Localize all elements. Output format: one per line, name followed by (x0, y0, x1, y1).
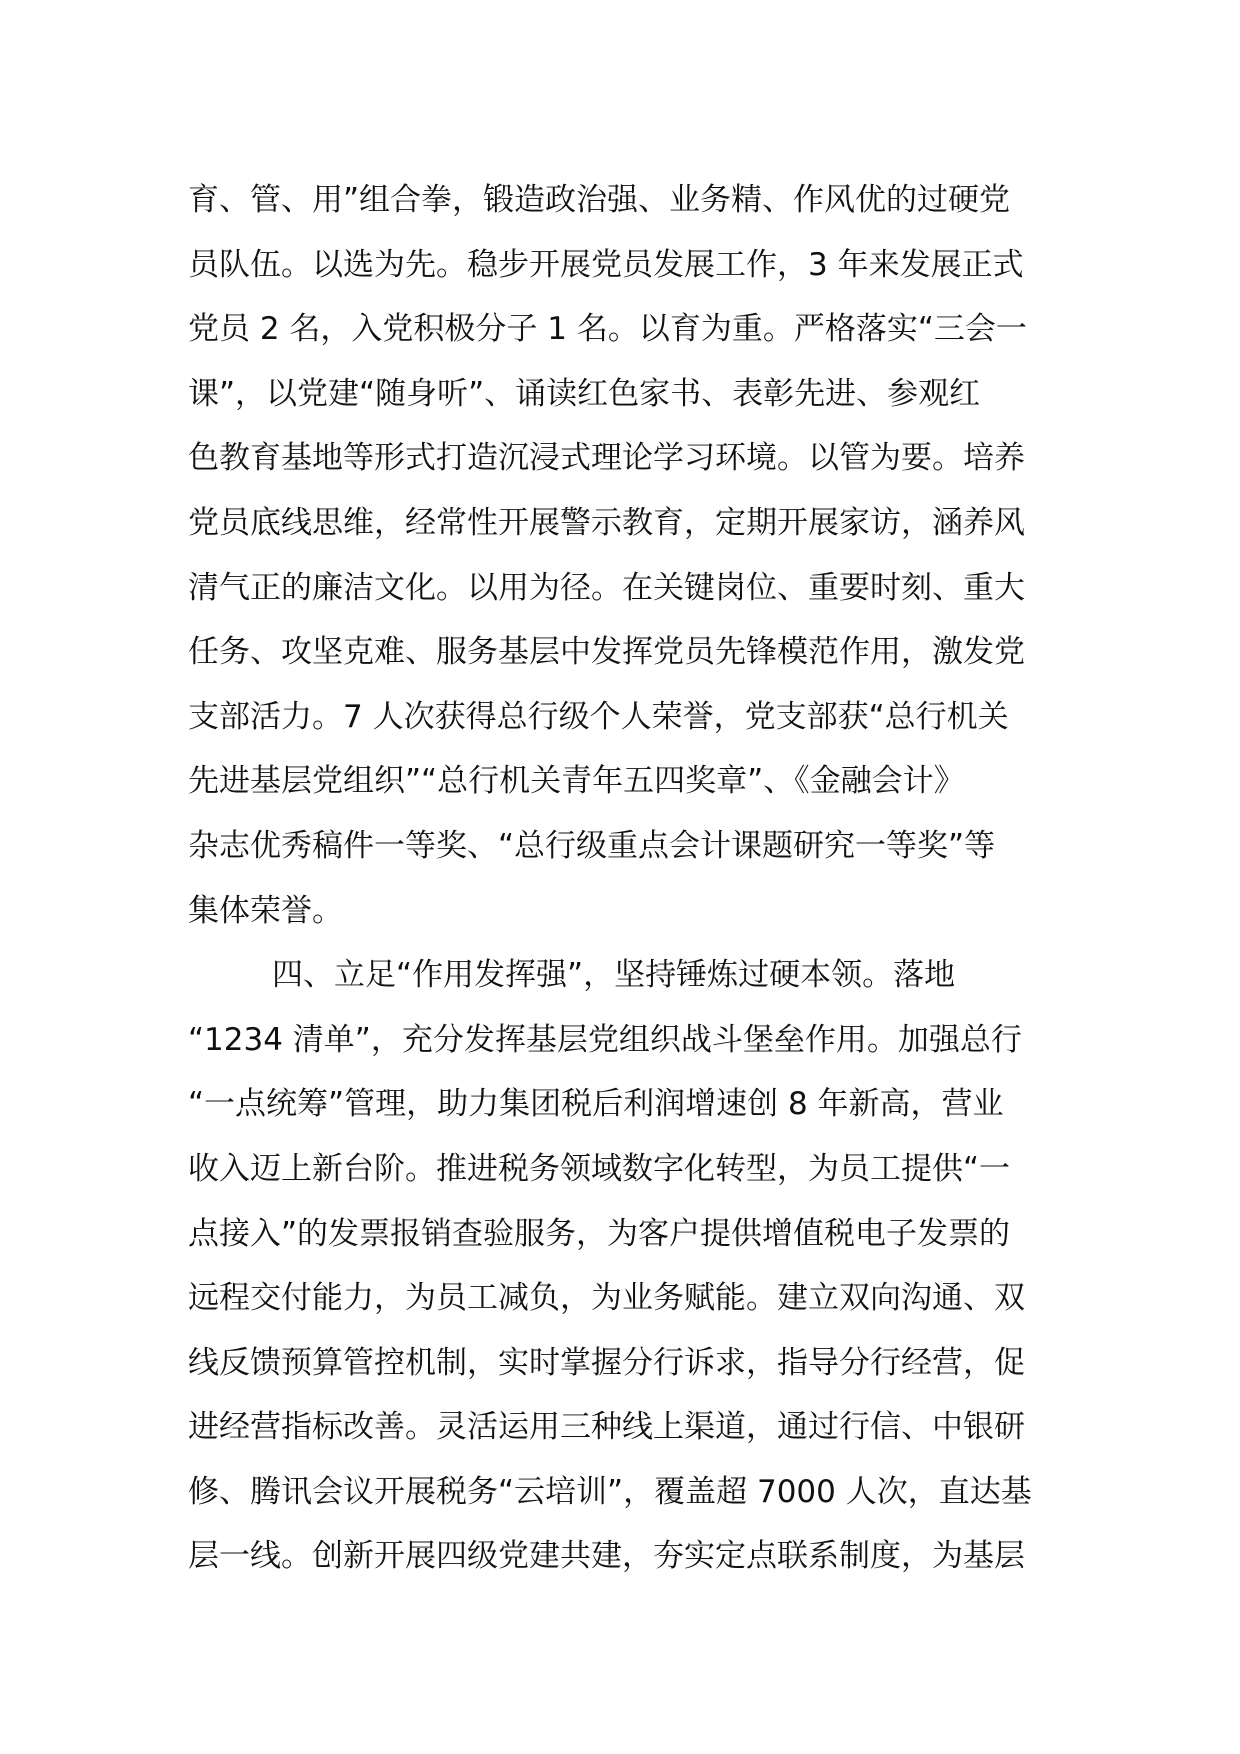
text-line: 远程交付能力，为员工减负，为业务赋能。建立双向沟通、双 (188, 1280, 1025, 1317)
text-line: 进经营指标改善。灵活运用三种线上渠道，通过行信、中银研 (188, 1409, 1025, 1446)
text-line: 杂志优秀稿件一等奖、“总行级重点会计课题研究一等奖”等 (188, 827, 996, 864)
text-line: 育、管、用”组合拳，锻造政治强、业务精、作风优的过硬党 (188, 182, 1011, 218)
text-line: “1234 清单”，充分发挥基层党组织战斗堡垒作用。加强总行 (188, 1021, 1022, 1058)
text-line: 先进基层党组织”“总行机关青年五四奖章”、《金融会计》 (188, 763, 965, 800)
text-line: 集体荣誉。 (188, 892, 343, 929)
text-line: 支部活力。7 人次获得总行级个人荣誉，党支部获“总行机关 (188, 698, 1009, 735)
text-line: 党员 2 名，入党积极分子 1 名。以育为重。严格落实“三会一 (188, 311, 1027, 348)
text-line: 员队伍。以选为先。稳步开展党员发展工作，3 年来发展正式 (188, 246, 1024, 283)
text-line: 收入迈上新台阶。推进税务领域数字化转型，为员工提供“一 (188, 1150, 1011, 1187)
text-line: 任务、攻坚克难、服务基层中发挥党员先锋模范作用，激发党 (188, 634, 1025, 671)
text-line: 修、腾讯会议开展税务“云培训”，覆盖超 7000 人次，直达基 (188, 1473, 1032, 1510)
text-line: 清气正的廉洁文化。以用为径。在关键岗位、重要时刻、重大 (188, 569, 1025, 606)
text-line: “一点统筹”管理，助力集团税后利润增速创 8 年新高，营业 (188, 1086, 1004, 1123)
text-line: 点接入”的发票报销查验服务，为客户提供增值税电子发票的 (188, 1215, 1011, 1252)
body-text (188, 168, 1068, 1589)
text-line: 线反馈预算管控机制，实时掌握分行诉求，指导分行经营，促 (188, 1344, 1025, 1381)
text-line: 层一线。创新开展四级党建共建，夯实定点联系制度，为基层 (188, 1538, 1025, 1575)
text-line: 党员底线思维，经常性开展警示教育，定期开展家访，涵养风 (188, 504, 1025, 541)
text-line: 色教育基地等形式打造沉浸式理论学习环境。以管为要。培养 (188, 440, 1025, 477)
text-line: 课”，以党建“随身听”、诵读红色家书、表彰先进、参观红 (188, 375, 981, 412)
section-heading-line: 四、立足“作用发挥强”，坚持锤炼过硬本领。落地 (272, 957, 956, 994)
